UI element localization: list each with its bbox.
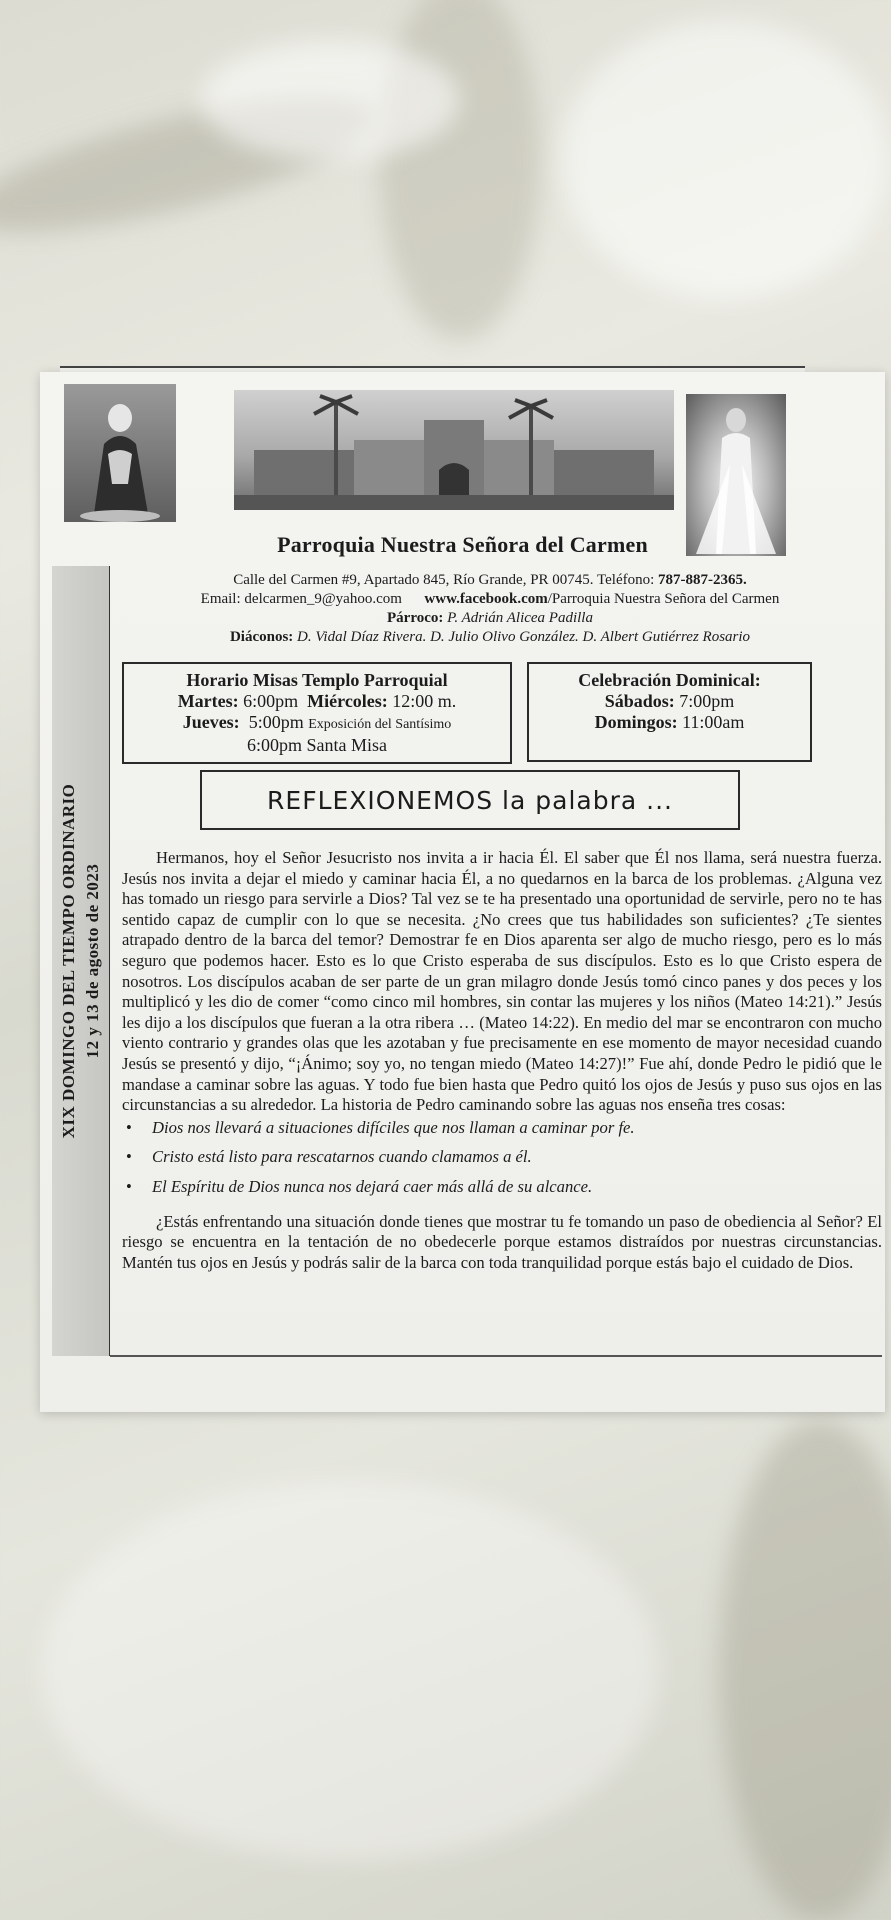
bullet-icon: • bbox=[126, 1117, 132, 1137]
jueves-label: Jueves: bbox=[182, 712, 240, 732]
parish-title: Parroquia Nuestra Señora del Carmen bbox=[277, 532, 648, 557]
marble-vein bbox=[720, 1420, 891, 1920]
lesson-text: El Espíritu de Dios nunca nos dejará caer más allá de su alcance. bbox=[152, 1176, 593, 1196]
domingos-label: Domingos: bbox=[594, 712, 678, 732]
sunday-date: 12 y 13 de agosto de 2023 bbox=[83, 863, 102, 1059]
domingos-time: 11:00am bbox=[682, 712, 745, 732]
parish-church-image bbox=[234, 390, 674, 510]
sidebar-text bbox=[57, 784, 105, 1139]
sunday-title: XIX DOMINGO DEL TIEMPO ORDINARIO bbox=[59, 783, 78, 1139]
marble-vein bbox=[200, 40, 460, 160]
email-label: Email: bbox=[200, 591, 241, 607]
diaconos-line bbox=[100, 628, 880, 647]
lesson-item bbox=[122, 1147, 882, 1168]
facebook-link[interactable] bbox=[424, 591, 779, 607]
lesson-text: Cristo está listo para rescatarnos cuando clamamos a él. bbox=[152, 1147, 532, 1167]
bullet-icon: • bbox=[126, 1147, 132, 1167]
marble-vein bbox=[560, 20, 890, 300]
bullet-icon: • bbox=[126, 1176, 132, 1196]
bulletin-page bbox=[40, 372, 885, 1412]
lesson-item bbox=[122, 1118, 882, 1139]
contact-line bbox=[100, 590, 880, 609]
parroco-line bbox=[100, 609, 880, 628]
marble-vein bbox=[40, 1480, 660, 1860]
church-building-icon bbox=[234, 390, 674, 510]
phone-number: 787-887-2365. bbox=[658, 572, 747, 588]
lesson-text: Dios nos llevará a situaciones difíciles que nos llaman a caminar por fe. bbox=[152, 1117, 635, 1137]
miercoles-label: Miércoles: bbox=[307, 691, 388, 711]
sabados-time: 7:00pm bbox=[679, 691, 735, 711]
virgin-figure-icon bbox=[64, 384, 176, 522]
parroco-name: P. Adrián Alicea Padilla bbox=[447, 610, 593, 626]
parroco-label: Párroco: bbox=[387, 610, 444, 626]
mass-schedule-title: Horario Misas Templo Parroquial bbox=[186, 670, 448, 690]
reflection-paragraph-1: Hermanos, hoy el Señor Jesucristo nos invita a ir hacia Él. El saber que Él nos llama, será nuestra fuerza. Jesús nos invita a dejar el miedo y caminar hacia Él, a no quedarnos en la barca de los problemas. ¿Alguna vez has tomado un riesgo para servirle a Dios? Tal vez se te ha presentado una oportunidad de servirle, pero no te has sentido capaz de cumplir con lo que se necesita. ¿No crees que tus habilidades son suficientes? ¿Te sientes atrapado dentro de la barca del temor? Demostrar fe en Dios aparenta ser algo de mucho riesgo, pero es lo más seguro que podemos hacer. Esto es lo que Cristo esperaba de sus discípulos. Esto es lo que Cristo espera de nosotros. Los discípulos acaban de ser parte de un gran milagro donde Jesús tomó cinco panes y dos peces y los multiplicó y les dio de comer “como cinco mil hombres, sin contar las mujeres y los niños (Mateo 14:21).” Jesús les dijo a los discípulos que fueran a la otra ribera … (Mateo 14:22). En medio del mar se encontraron con mucho viento contrario y grandes olas que les azotaban y fue precisamente en ese momento de mayor necesidad cuando Jesús se presentó y dijo, “¡Ánimo; soy yo, no tengan miedo (Mateo 14:27)!” Fue ahí, donde Pedro le pidió que le mandase a caminar sobre las aguas. Y todo fue bien hasta que Pedro quitó los ojos de Jesús y puso sus ojos en las circunstancias a su alrededor. La historia de Pedro caminando sobre las aguas nos enseña tres cosas: bbox=[122, 848, 882, 1115]
sunday-celebration-box bbox=[527, 662, 812, 762]
martes-time: 6:00pm bbox=[243, 691, 299, 711]
address-line bbox=[100, 571, 880, 590]
reflection-paragraph-2: ¿Estás enfrentando una situación donde tienes que mostrar tu fe tomando un paso de obediencia al Señor? El riesgo se encuentra en la tentación de no obedecerle porque estamos distraídos por nuestras circunstancias. Mantén tus ojos en Jesús y podrás salir de la barca con toda tranquilidad porque estás bajo el cuidado de Dios. bbox=[122, 1211, 882, 1272]
liturgical-date-sidebar bbox=[52, 566, 110, 1356]
reflection-body bbox=[122, 848, 882, 1273]
sunday-celebration-title: Celebración Dominical: bbox=[578, 670, 761, 690]
address-text: Calle del Carmen #9, Apartado 845, Río Grande, PR 00745. Teléfono: bbox=[233, 572, 655, 588]
facebook-path: /Parroquia Nuestra Señora del Carmen bbox=[547, 591, 780, 607]
jueves-time: 5:00pm bbox=[248, 712, 304, 732]
diaconos-label: Diáconos: bbox=[229, 629, 294, 645]
jueves-second-time: 6:00pm Santa Misa bbox=[247, 735, 387, 755]
bottom-divider bbox=[110, 1355, 882, 1357]
sabados-label: Sábados: bbox=[604, 691, 675, 711]
miercoles-time: 12:00 m. bbox=[392, 691, 457, 711]
diaconos-names: D. Vidal Díaz Rivera. D. Julio Olivo González. D. Albert Gutiérrez Rosario bbox=[297, 629, 751, 645]
lessons-list bbox=[122, 1118, 882, 1198]
email-link[interactable]: delcarmen_9@yahoo.com bbox=[244, 591, 402, 607]
reflection-heading: REFLEXIONEMOS la palabra ... bbox=[200, 770, 740, 830]
lesson-item bbox=[122, 1177, 882, 1198]
martes-label: Martes: bbox=[177, 691, 239, 711]
jueves-description: Exposición del Santísimo bbox=[308, 717, 452, 732]
virgin-carmen-image bbox=[64, 384, 176, 522]
mass-schedule-box bbox=[122, 662, 512, 764]
facebook-domain: www.facebook.com bbox=[424, 591, 548, 607]
